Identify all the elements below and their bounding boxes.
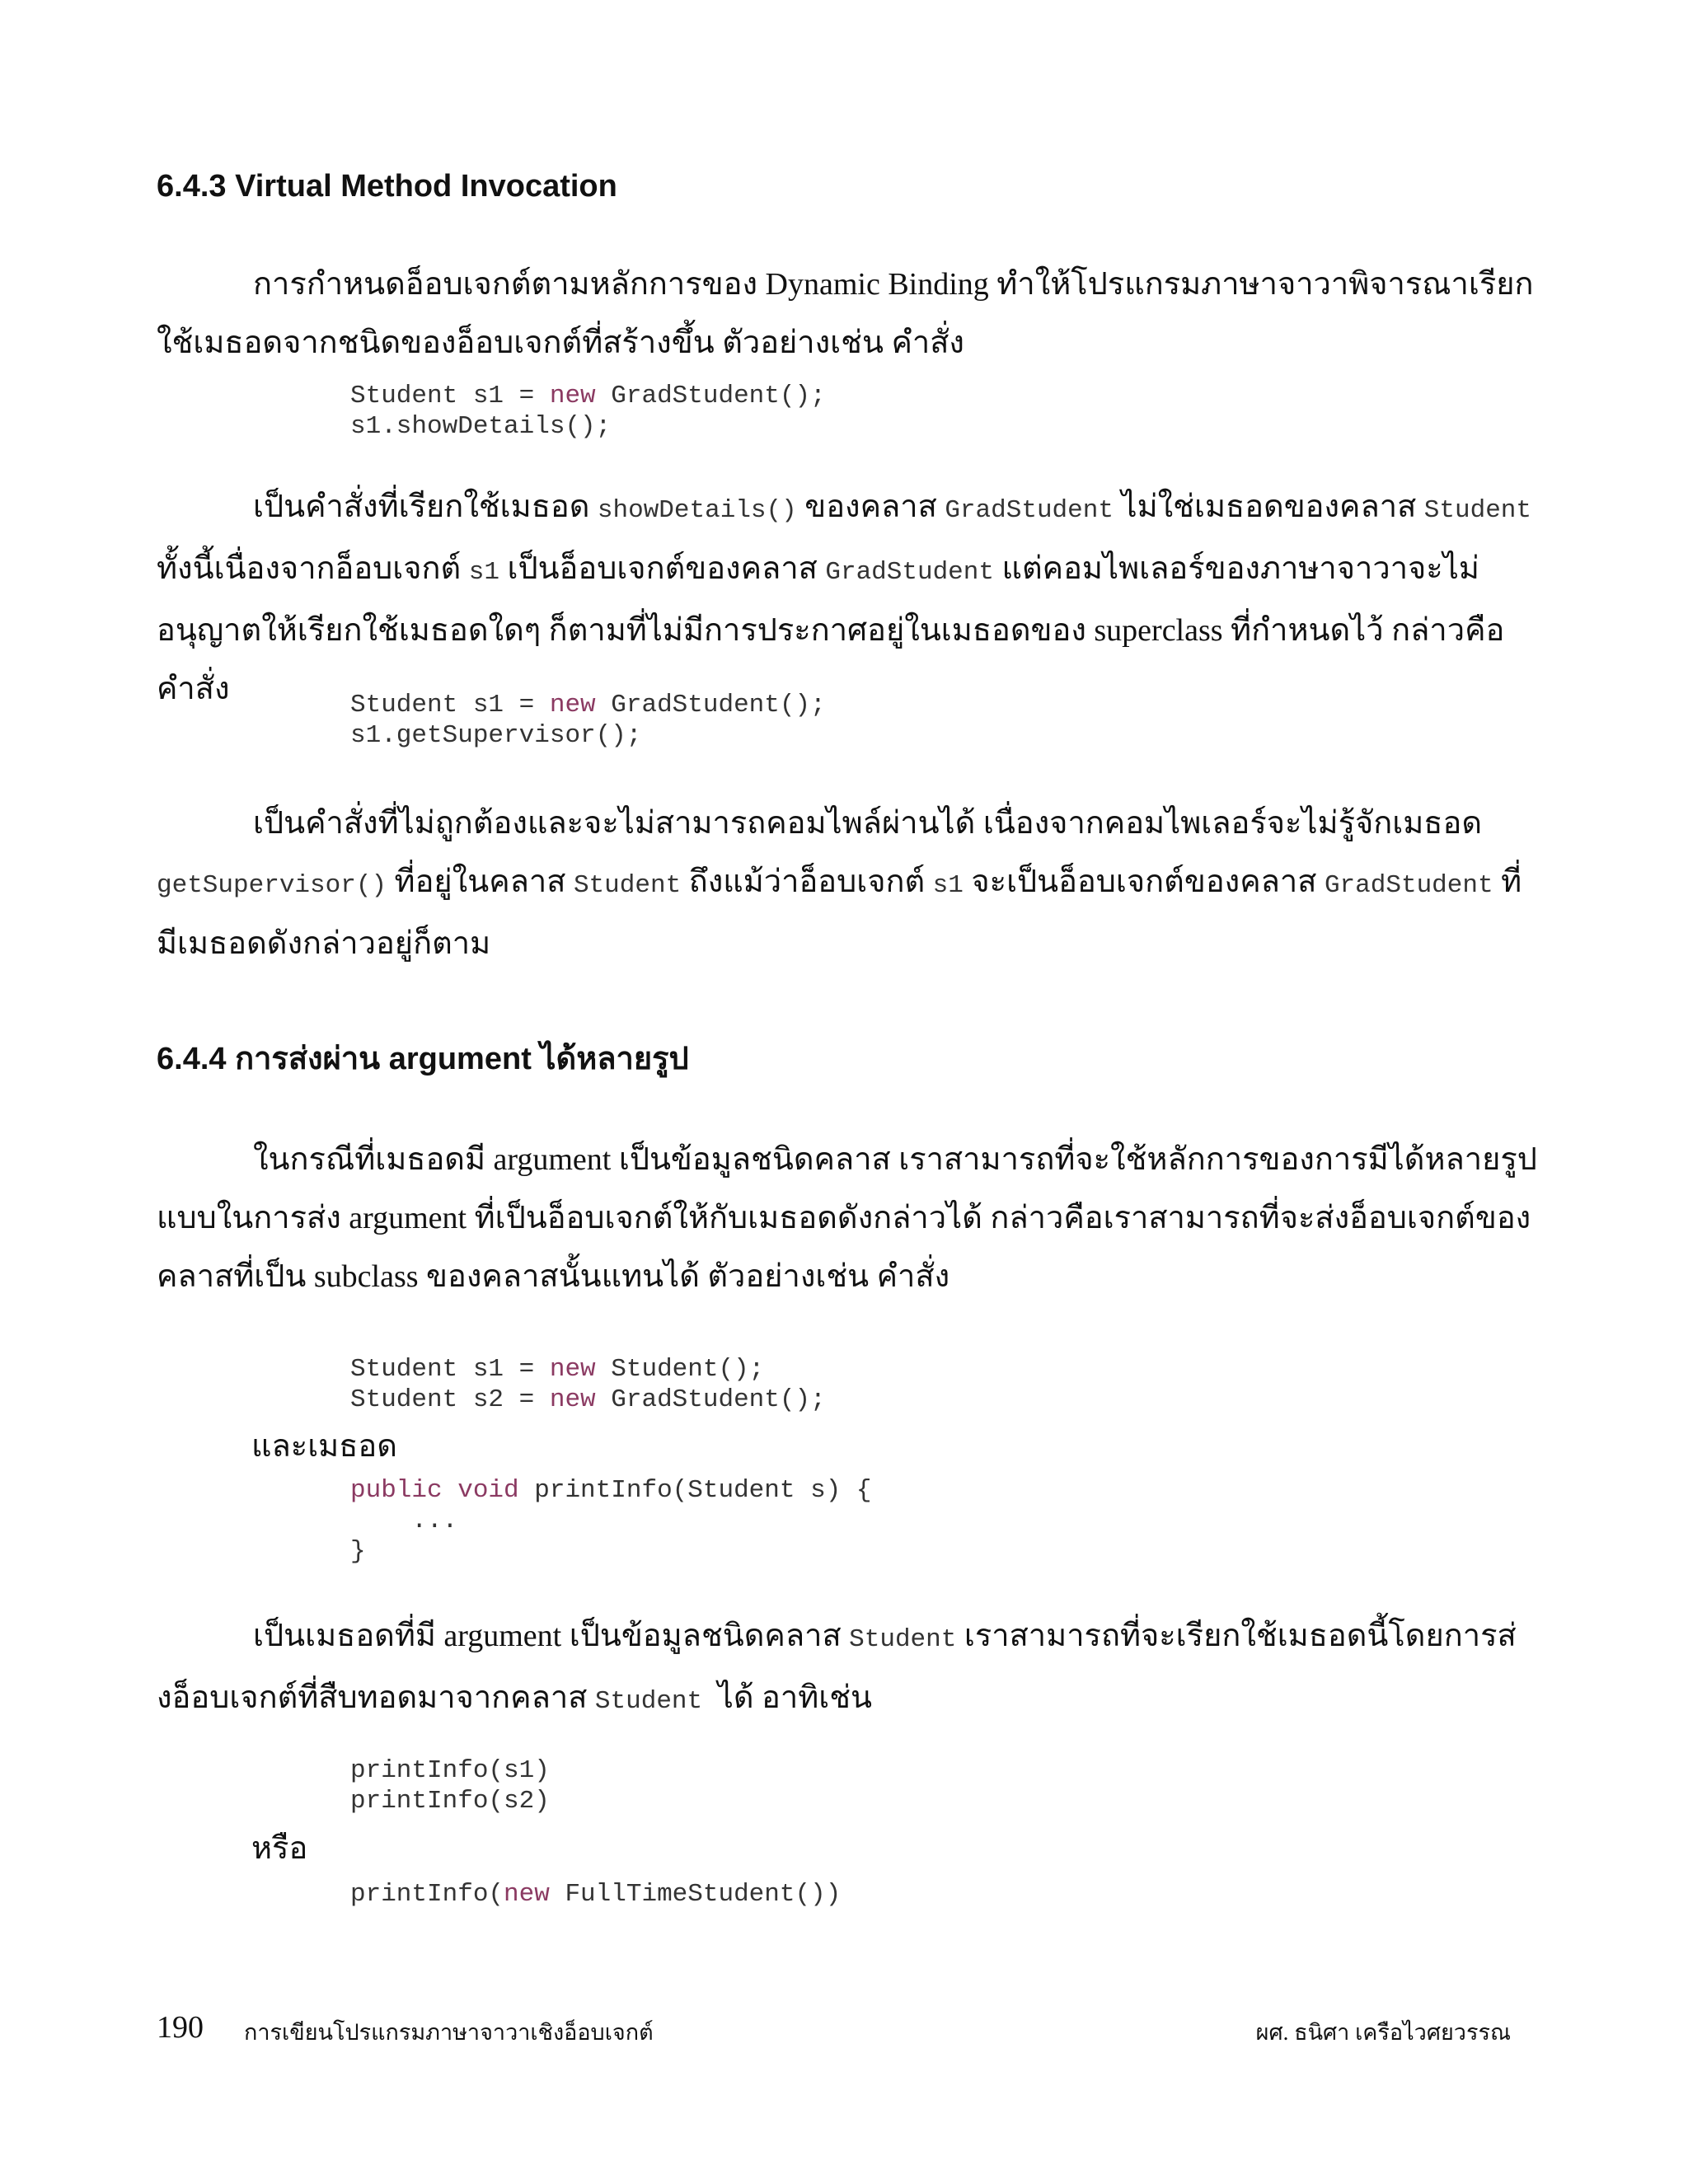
paragraph-text: ที่มีเมธอดดังกล่าวอยู่ก็ตาม — [157, 865, 1522, 961]
code-text: Student s1 = — [350, 691, 550, 719]
paragraph-text: ไม่ใช่เมธอดของคลาส — [1113, 490, 1424, 524]
code-keyword: new — [549, 691, 596, 719]
section-heading-6-4-3: 6.4.3 Virtual Method Invocation — [157, 169, 617, 204]
label-or: หรือ — [251, 1831, 308, 1866]
label-and-method: และเมธอด — [251, 1429, 397, 1464]
inline-code: Student — [849, 1625, 957, 1654]
inline-code: Student — [1423, 496, 1532, 525]
code-text: s1.showDetails(); — [350, 412, 612, 441]
code-keyword: new — [549, 1355, 596, 1384]
code-block-4 — [350, 1475, 872, 1567]
footer-author: ผศ. ธนิศา เครือไวศยวรรณ — [1255, 2020, 1511, 2045]
code-block-1 — [350, 381, 826, 442]
paragraph-text: ได้ อาทิเช่น — [717, 1680, 873, 1715]
code-keyword: public void — [350, 1476, 519, 1505]
inline-code: getSupervisor() — [157, 871, 387, 900]
inline-code: GradStudent — [1324, 871, 1493, 900]
paragraph-6-4-3-error — [157, 794, 1541, 973]
code-text: printInfo(s2) — [350, 1787, 550, 1816]
code-text: Student s1 = — [350, 1355, 550, 1384]
inline-code: s1 — [932, 871, 964, 900]
code-text: ... — [350, 1507, 458, 1535]
inline-code: Student — [594, 1687, 718, 1716]
paragraph-text: การกำหนดอ็อบเจกต์ตามหลักการของ Dynamic Binding ทำให้โปรแกรมภาษาจาวาพิจารณาเรียกใช้เมธอดจากชนิดของอ็อบเจกต์ที่สร้างขึ้น ตัวอย่างเช่น คำสั่ง — [157, 267, 1534, 360]
footer-book-title: การเขียนโปรแกรมภาษาจาวาเชิงอ็อบเจกต์ — [244, 2020, 654, 2045]
paragraph-text: ในกรณีที่เมธอดมี argument เป็นข้อมูลชนิดคลาส เราสามารถที่จะใช้หลักการของการมีได้หลายรูปแบบในการส่ง argument ที่เป็นอ็อบเจกต์ให้กับเมธอดดังกล่าวได้ กล่าวคือเราสามารถที่จะส่งอ็อบเจกต์ของคลาสที่เป็น subclass ของคลาสนั้นแทนได้ ตัวอย่างเช่น คำสั่ง — [157, 1142, 1537, 1294]
code-text: GradStudent(); — [595, 1385, 826, 1414]
code-keyword: new — [549, 382, 596, 410]
paragraph-text: จะเป็นอ็อบเจกต์ของคลาส — [963, 865, 1325, 899]
paragraph-text: ทั้งนี้เนื่องจากอ็อบเจกต์ — [157, 551, 469, 586]
paragraph-6-4-4-intro — [157, 1131, 1541, 1306]
code-text: printInfo(Student s) { — [518, 1476, 872, 1505]
paragraph-text: เป็นคำสั่งที่เรียกใช้เมธอด — [253, 490, 598, 524]
paragraph-6-4-3-intro — [157, 255, 1541, 373]
paragraph-text: ของคลาส — [796, 490, 945, 524]
code-block-6 — [350, 1879, 841, 1910]
inline-code: GradStudent — [945, 496, 1114, 525]
code-text: Student s2 = — [350, 1385, 550, 1414]
section-heading-6-4-4: 6.4.4 การส่งผ่าน argument ได้หลายรูป — [157, 1042, 689, 1076]
inline-code: GradStudent — [825, 558, 994, 587]
paragraph-text: เป็นคำสั่งที่ไม่ถูกต้องและจะไม่สามารถคอมไพล์ผ่านได้ เนื่องจากคอมไพเลอร์จะไม่รู้จักเมธอด — [253, 806, 1482, 841]
paragraph-6-4-3-explanation — [157, 478, 1541, 719]
paragraph-6-4-4-call — [157, 1607, 1541, 1731]
paragraph-text: แต่คอมไพเลอร์ของภาษาจาวาจะไม่อนุญาตให้เรียกใช้เมธอดใดๆ ก็ตามที่ไม่มีการประกาศอยู่ในเมธอดของ superclass ที่กำหนดไว้ กล่าวคือคำสั่ง — [157, 551, 1505, 706]
paragraph-text: ที่อยู่ในคลาส — [387, 865, 574, 899]
code-text: GradStudent(); — [595, 691, 826, 719]
code-text: printInfo( — [350, 1880, 504, 1909]
code-text: } — [350, 1537, 366, 1566]
code-text: printInfo(s1) — [350, 1756, 550, 1785]
code-keyword: new — [504, 1880, 550, 1909]
inline-code: Student — [573, 871, 682, 900]
code-text: FullTimeStudent()) — [549, 1880, 842, 1909]
page-number: 190 — [157, 2010, 204, 2045]
code-block-5 — [350, 1755, 550, 1816]
code-text: Student s1 = — [350, 382, 550, 410]
paragraph-text: เราสามารถที่จะเรียกใช้เมธอดนี้โดยการส่งอ็อบเจกต์ที่สืบทอดมาจากคลาส — [157, 1619, 1517, 1715]
paragraph-text: ถึงแม้ว่าอ็อบเจกต์ — [681, 865, 933, 899]
code-block-3 — [350, 1354, 826, 1415]
inline-code: s1 — [468, 558, 499, 587]
code-block-2 — [350, 690, 826, 751]
paragraph-text: เป็นอ็อบเจกต์ของคลาส — [499, 551, 826, 586]
paragraph-text: เป็นเมธอดที่มี argument เป็นข้อมูลชนิดคลาส — [253, 1619, 850, 1653]
code-text: GradStudent(); — [595, 382, 826, 410]
code-text: Student(); — [595, 1355, 765, 1384]
code-text: s1.getSupervisor(); — [350, 721, 642, 750]
inline-code: showDetails() — [597, 496, 797, 525]
code-keyword: new — [549, 1385, 596, 1414]
